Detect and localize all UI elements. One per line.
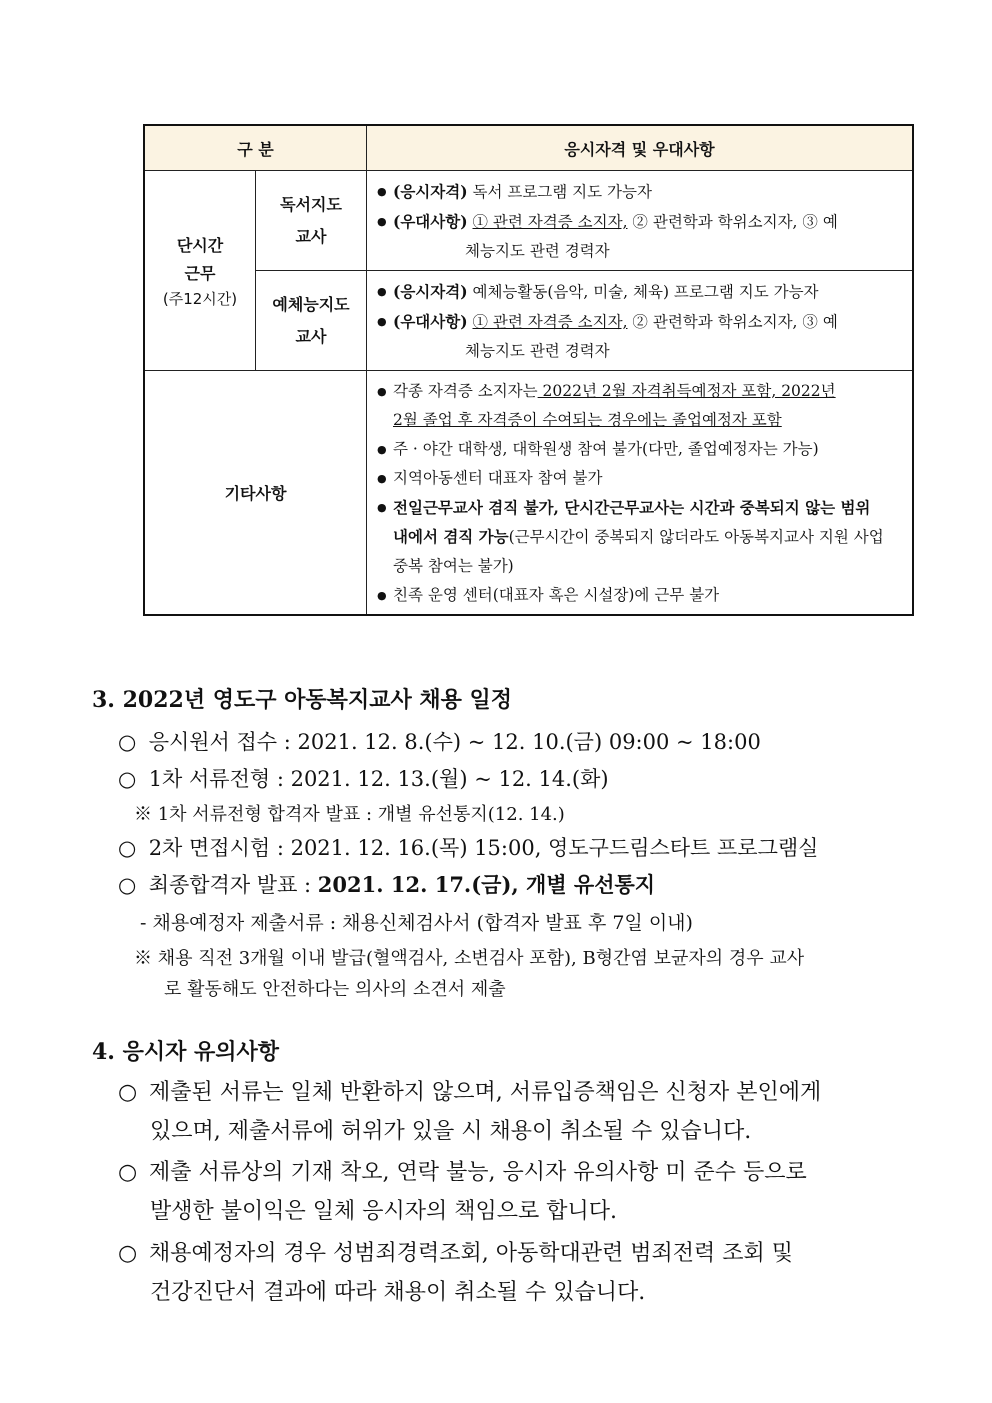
role-line1: 예체능지도 (272, 294, 350, 314)
header-category: 구 분 (144, 125, 367, 171)
schedule-item: ○ 2차 면접시험 : 2021. 12. 16.(목) 15:00, 영도구드림스타트 프로그램실 (118, 836, 819, 860)
schedule-item: ○ 최종합격자 발표 : 2021. 12. 17.(금), 개별 유선통지 (118, 872, 656, 897)
list-item: ● (우대사항) ① 관련 자격증 소지자, ② 관련학과 학위소지자, ③ 예 (377, 207, 904, 237)
notice-item: ○ 제출 서류상의 기재 착오, 연락 불능, 응시자 유의사항 미 준수 등으로 (118, 1160, 807, 1185)
list-item-continued: 내에서 겸직 가능(근무시간이 중복되지 않더라도 아동복지교사 지원 사업 (393, 527, 884, 546)
misc-content-cell (367, 371, 914, 616)
table-row (144, 271, 913, 371)
table-row (144, 371, 913, 616)
list-item-continued: 2월 졸업 후 자격증이 수여되는 경우에는 졸업예정자 포함 (393, 411, 782, 429)
role-line2: 교사 (295, 226, 327, 246)
schedule-item: ○ 1차 서류전형 : 2021. 12. 13.(월) ~ 12. 14.(화) (118, 767, 609, 791)
role-cell-reading (256, 171, 367, 271)
table-header-row (144, 125, 913, 171)
list-item: ● 지역아동센터 대표자 참여 불가 (377, 464, 904, 493)
list-item: ● (우대사항) ① 관련 자격증 소지자, ② 관련학과 학위소지자, ③ 예 (377, 307, 904, 337)
role-cell-arts (256, 271, 367, 371)
list-item: ● (응시자격) 독서 프로그램 지도 가능자 (377, 177, 904, 207)
qual-cell-arts (367, 271, 914, 371)
notice-item-continued: 발생한 불이익은 일체 응시자의 책임으로 합니다. (150, 1199, 618, 1224)
list-item: ● 친족 운영 센터(대표자 혹은 시설장)에 근무 불가 (377, 581, 904, 610)
notice-item-continued: 있으며, 제출서류에 허위가 있을 시 채용이 취소될 수 있습니다. (150, 1119, 752, 1144)
section3-title: 3. 2022년 영도구 아동복지교사 채용 일정 (92, 687, 513, 713)
group-label-line1: 단시간 (176, 235, 224, 255)
role-line2: 교사 (295, 326, 327, 346)
notice-item: ○ 채용예정자의 경우 성범죄경력조회, 아동학대관련 범죄전력 조회 및 (118, 1241, 794, 1266)
list-item: ● 각종 자격증 소지자는 2022년 2월 자격취득예정자 포함, 2022년 (377, 377, 904, 406)
table-row (144, 171, 913, 271)
group-label-line2: 근무 (184, 263, 216, 283)
list-item-continued: 체능지도 관련 경력자 (465, 242, 610, 260)
schedule-item: ○ 응시원서 접수 : 2021. 12. 8.(수) ~ 12. 10.(금) 09:00 ~ 18:00 (118, 730, 761, 754)
header-qualifications: 응시자격 및 우대사항 (367, 125, 914, 171)
misc-label-cell: 기타사항 (144, 371, 367, 616)
list-item: ● 전일근무교사 겸직 불가, 단시간근무교사는 시간과 중복되지 않는 범위 (377, 493, 904, 522)
schedule-note: ※ 채용 직전 3개월 이내 발급(혈액검사, 소변검사 포함), B형간염 보균자의 경우 교사 (134, 948, 805, 969)
qual-cell-reading (367, 171, 914, 271)
list-item-continued: 중복 참여는 불가) (393, 557, 514, 575)
section4-title: 4. 응시자 유의사항 (92, 1039, 280, 1065)
schedule-note: ※ 1차 서류전형 합격자 발표 : 개별 유선통지(12. 14.) (134, 804, 565, 825)
list-item-continued: 체능지도 관련 경력자 (465, 342, 610, 360)
role-line1: 독서지도 (280, 194, 342, 214)
notice-item-continued: 건강진단서 결과에 따라 채용이 취소될 수 있습니다. (150, 1280, 646, 1305)
group-label-sub: (주12시간) (162, 289, 238, 308)
qualification-table (143, 124, 914, 616)
schedule-note-continued: 로 활동해도 안전하다는 의사의 소견서 제출 (164, 979, 506, 1000)
notice-item: ○ 제출된 서류는 일체 반환하지 않으며, 서류입증책임은 신청자 본인에게 (118, 1080, 822, 1105)
list-item: ● 주 · 야간 대학생, 대학원생 참여 불가(다만, 졸업예정자는 가능) (377, 435, 904, 464)
group-part-time-cell (144, 171, 256, 371)
schedule-subitem: - 채용예정자 제출서류 : 채용신체검사서 (합격자 발표 후 7일 이내) (140, 912, 693, 934)
list-item: ● (응시자격) 예체능활동(음악, 미술, 체육) 프로그램 지도 가능자 (377, 277, 904, 307)
